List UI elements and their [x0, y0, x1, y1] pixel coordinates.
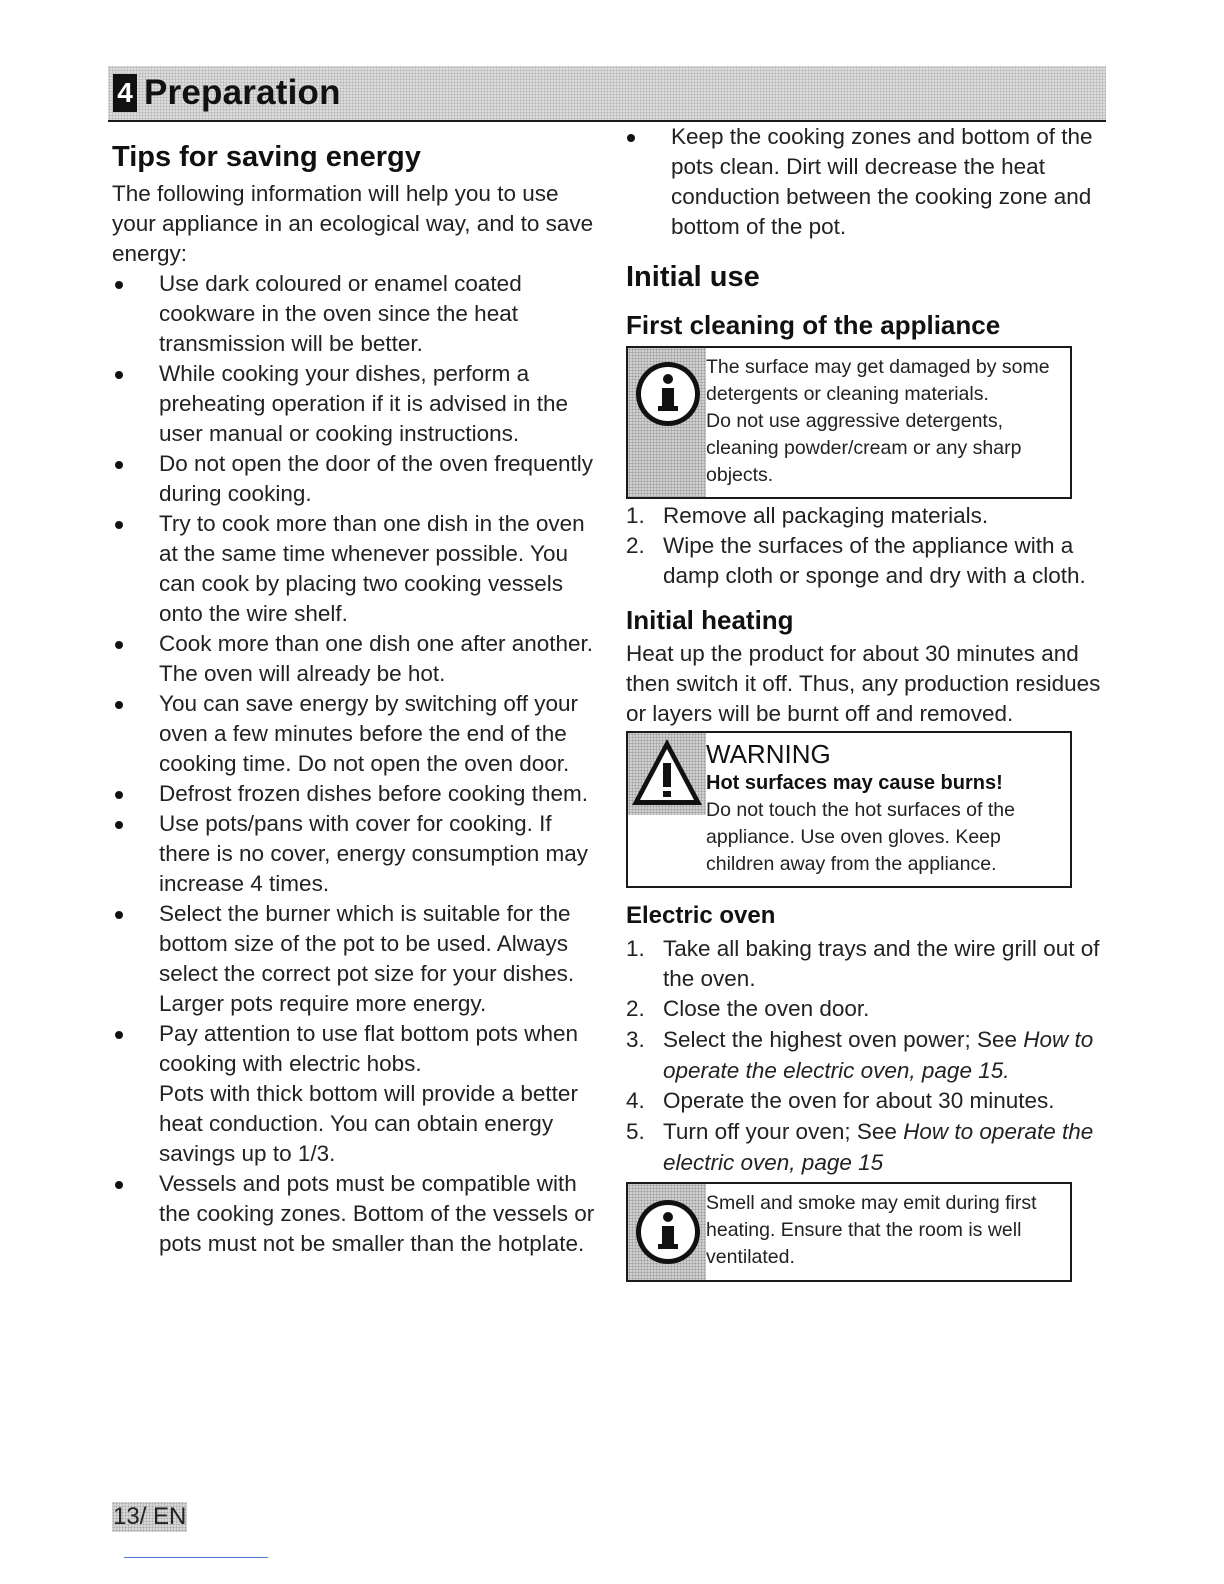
list-item: Cook more than one dish one after another. The oven will already be hot.: [112, 629, 602, 689]
page-reference: How to operate the electric oven, page 15: [663, 1119, 1094, 1175]
initial-heating-title: Initial heating: [626, 605, 794, 635]
chapter-number: 4: [113, 74, 137, 112]
tips-list-continued: [624, 122, 1110, 242]
warning-notice: [626, 731, 1072, 888]
footer-divider: [124, 1557, 268, 1558]
page-reference: How to operate the electric oven, page 15.: [663, 1027, 1094, 1083]
list-item: 2. Close the oven door.: [626, 996, 870, 1021]
list-item: 5. Turn off your oven; See How to operate the electric oven, page 15: [626, 1119, 1094, 1175]
chapter-title: Preparation: [144, 73, 341, 112]
initial-use-title: Initial use: [626, 261, 760, 293]
first-cleaning-title: First cleaning of the appliance: [626, 310, 1001, 340]
info-icon: [628, 348, 706, 497]
tips-intro: The following information will help you to use your appliance in an ecological way, and to save energy:: [112, 181, 594, 266]
list-item: 4. Operate the oven for about 30 minutes.: [626, 1088, 1055, 1113]
list-item: 1. Take all baking trays and the wire grill out of the oven.: [626, 936, 1100, 991]
left-column: [112, 122, 602, 1259]
warning-subtitle: Hot surfaces may cause burns!: [706, 772, 1003, 794]
list-item: 2. Wipe the surfaces of the appliance with a damp cloth or sponge and dry with a cloth.: [626, 533, 1086, 588]
warning-title: WARNING: [706, 739, 831, 769]
tips-list: [112, 269, 602, 1259]
info-notice: [626, 346, 1072, 499]
warning-icon: [628, 733, 706, 886]
list-item: You can save energy by switching off your oven a few minutes before the end of the cooking time. Do not open the oven door.: [112, 689, 602, 779]
list-item: Keep the cooking zones and bottom of the pots clean. Dirt will decrease the heat conduction between the cooking zone and bottom of the pot.: [624, 122, 1110, 242]
chapter-header: [108, 66, 1106, 122]
info-icon: [628, 1184, 706, 1280]
initial-heating-text: Heat up the product for about 30 minutes and then switch it off. Thus, any production residues or layers will be burnt off and removed.: [626, 641, 1101, 726]
list-item: Defrost frozen dishes before cooking them.: [112, 779, 602, 809]
info-notice-text: Smell and smoke may emit during first heating. Ensure that the room is well ventilated.: [706, 1192, 1037, 1268]
list-item: Try to cook more than one dish in the oven at the same time whenever possible. You can cook by placing two cooking vessels onto the wire shelf.: [112, 509, 602, 629]
list-item: Pay attention to use flat bottom pots when cooking with electric hobs. Pots with thick bottom will provide a better heat conduction. You can obtain energy savings up to 1/3.: [112, 1019, 602, 1169]
tips-title: Tips for saving energy: [112, 141, 421, 173]
info-notice-text: Do not use aggressive detergents, cleaning powder/cream or any sharp objects.: [706, 410, 1022, 486]
list-item: Use dark coloured or enamel coated cookware in the oven since the heat transmission will be better.: [112, 269, 602, 359]
info-notice: [626, 1182, 1072, 1282]
list-item: Select the burner which is suitable for the bottom size of the pot to be used. Always select the correct pot size for your dishes. Larger pots require more energy.: [112, 899, 602, 1019]
cleaning-steps: [626, 501, 1110, 591]
electric-oven-title: Electric oven: [626, 902, 776, 929]
warning-text: Do not touch the hot surfaces of the appliance. Use oven gloves. Keep children away from the appliance.: [706, 799, 1015, 875]
list-item: Do not open the door of the oven frequently during cooking.: [112, 449, 602, 509]
list-item: 3. Select the highest oven power; See How to operate the electric oven, page 15.: [626, 1027, 1094, 1083]
list-item: Use pots/pans with cover for cooking. If there is no cover, energy consumption may increase 4 times.: [112, 809, 602, 899]
page-number: 13/ EN: [113, 1503, 187, 1530]
right-column: [626, 122, 1110, 1282]
list-item: Vessels and pots must be compatible with the cooking zones. Bottom of the vessels or pots must not be smaller than the hotplate.: [112, 1169, 602, 1259]
list-item: While cooking your dishes, perform a preheating operation if it is advised in the user manual or cooking instructions.: [112, 359, 602, 449]
info-notice-text: The surface may get damaged by some detergents or cleaning materials.: [706, 356, 1050, 405]
list-item: 1. Remove all packaging materials.: [626, 503, 989, 528]
oven-steps: [626, 934, 1110, 1178]
